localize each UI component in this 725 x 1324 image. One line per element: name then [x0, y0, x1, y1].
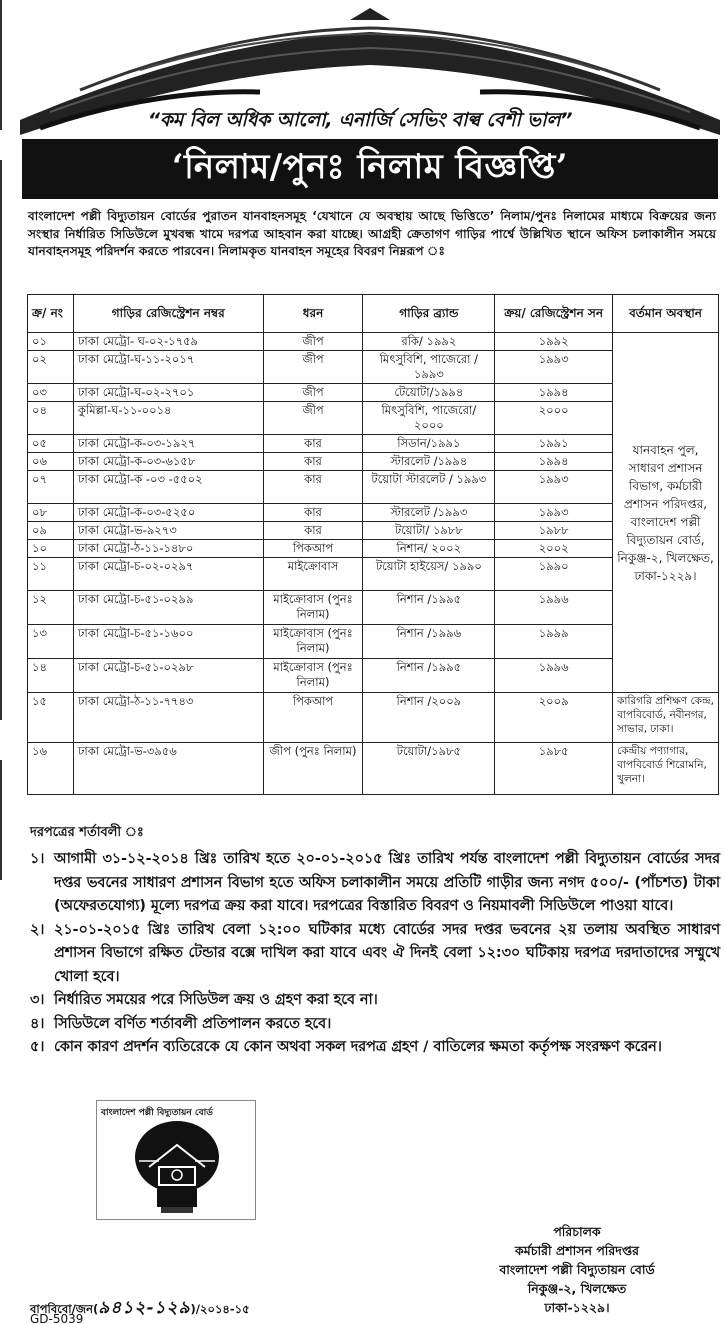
cell-serial: ০৭	[28, 471, 74, 504]
cell-type: মাইক্রোবাস (পুনঃ নিলাম)	[263, 659, 363, 693]
cell-brand: সিডান/১৯৯১	[363, 435, 495, 453]
cell-registration: ঢাকা মেট্রো- ঘ-০২-১৭৫৯	[73, 333, 263, 351]
logo-label: বাংলাদেশ পল্লী বিদ্যুতায়ন বোর্ড	[101, 1108, 213, 1118]
cell-brand: টেয়োটা/১৯৯৪	[363, 384, 495, 402]
term-number: ৫।	[30, 1039, 45, 1055]
cell-registration: ঢাকা মেট্রো-ঘ-০২-২৭০১	[73, 384, 263, 402]
terms-title: দরপত্রের শর্তাবলী ঃ	[30, 825, 144, 840]
vehicle-table	[27, 294, 719, 795]
table-row	[28, 333, 719, 351]
cell-registration: ঢাকা মেট্রো-ক -০৩ -৫৫০২	[73, 471, 263, 504]
cell-registration: ঢাকা মেট্রো-ভ-৯২৭৩	[73, 522, 263, 540]
cell-year: ১৯৯২	[495, 333, 613, 351]
term-item	[30, 1036, 720, 1060]
term-item	[30, 919, 720, 990]
cell-brand: স্টারলেট /১৯৯৩	[363, 504, 495, 522]
term-number: ৩।	[30, 992, 45, 1008]
cell-type: জীপ	[263, 333, 363, 351]
cell-type: মাইক্রোবাস (পুনঃ নিলাম)	[263, 591, 363, 625]
cell-brand: টয়োটা/১৯৮৫	[363, 743, 495, 795]
term-text: নির্ধারিত সময়ের পরে সিডিউল ক্রয় ও গ্রহণ করা হবে না।	[54, 992, 378, 1008]
cell-type: কার	[263, 453, 363, 471]
term-item	[30, 1013, 720, 1037]
signatory-address: নিকুঞ্জ-২, খিলক্ষেত	[527, 1281, 627, 1296]
cell-year: ১৯৯৪	[495, 384, 613, 402]
cell-registration: ঢাকা মেট্রো-চ-৫১-০২৯৮	[73, 659, 263, 693]
cell-brand: নিশান /১৯৯৫	[363, 591, 495, 625]
cell-year: ২০০২	[495, 540, 613, 558]
cell-serial: ১১	[28, 558, 74, 591]
cell-registration: ঢাকা মেট্রো-চ-৫১-১৬০০	[73, 625, 263, 659]
cell-year: ১৯৯৪	[495, 453, 613, 471]
cell-registration: ঢাকা মেট্রো-ক-০৩-১৯২৭	[73, 435, 263, 453]
cell-type: কার	[263, 435, 363, 453]
cell-brand: টয়োটা হাইয়েস/ ১৯৯০	[363, 558, 495, 591]
term-item	[30, 989, 720, 1013]
bulb-icon	[119, 1117, 235, 1217]
cell-brand: রকি/ ১৯৯২	[363, 333, 495, 351]
cell-brand: স্টারলেট /১৯৯৪	[363, 453, 495, 471]
cell-brand: টয়োটা/ ১৯৮৮	[363, 522, 495, 540]
cell-brand: মিৎসুবিশি, পাজেরো / ১৯৯৩	[363, 351, 495, 384]
term-text: সিডিউলে বর্ণিত শর্তাবলী প্রতিপালন করতে হবে।	[54, 1015, 332, 1032]
cell-serial: ১৪	[28, 659, 74, 693]
term-text: আগামী ৩১-১২-২০১৪ খ্রিঃ তারিখ হতে ২০-০১-২০১৫ খ্রিঃ তারিখ পর্যন্ত বাংলাদেশ পল্লী বিদ্যুতায়ন বোর্ডের সদর দপ্তর ভবনের সাধারণ প্রশাসন বিভাগ হতে অফিস চলাকালীন সময়ে প্রতিটি গাড়ীর জন্য নগদ ৫০০/- (পাঁচশত) টাকা (অফেরতযোগ্য) মূল্যে দরপত্র ক্রয় করা যাবে। দরপত্রের বিস্তারিত বিবরণ ও নিয়মাবলী সিডিউলে পাওয়া যাবে।	[54, 851, 720, 914]
terms-section	[30, 823, 720, 1060]
header-brand: গাড়ির ব্র্যান্ড	[363, 295, 495, 333]
cell-type: জীপ	[263, 351, 363, 384]
cell-year: ১৯৯১	[495, 435, 613, 453]
page-left-edge	[0, 0, 8, 1324]
cell-type: জীপ	[263, 402, 363, 435]
cell-brand: নিশান /১৯৯৫	[363, 659, 495, 693]
cell-type: কার	[263, 471, 363, 504]
signatory-department: কর্মচারী প্রশাসন পরিদপ্তর	[515, 1243, 639, 1258]
cell-year: ২০০০	[495, 402, 613, 435]
cell-serial: ০৫	[28, 435, 74, 453]
cell-type: পিকআপ	[263, 693, 363, 743]
cell-type: কার	[263, 522, 363, 540]
cell-registration: কুমিল্লা-ঘ-১১-০০১৪	[73, 402, 263, 435]
cell-serial: ০৮	[28, 504, 74, 522]
cell-registration: ঢাকা মেট্রো-ক-০৩-৫২৫০	[73, 504, 263, 522]
cell-year: ১৯৮৮	[495, 522, 613, 540]
cell-year: ১৯৯৬	[495, 659, 613, 693]
cell-serial: ১৩	[28, 625, 74, 659]
header-year: ক্রয়/ রেজিস্ট্রেশন সন	[495, 295, 613, 333]
cell-status-vehicle-pool: যানবাহন পুল, সাধারণ প্রশাসন বিভাগ, কর্মচারী প্রশাসন পরিদপ্তর, বাংলাদেশ পল্লী বিদ্যুতায়ন বোর্ড, নিকুঞ্জ-২, খিলক্ষেত, ঢাকা-১২২৯।	[613, 333, 719, 693]
cell-type: মাইক্রোবাস (পুনঃ নিলাম)	[263, 625, 363, 659]
term-number: ২।	[30, 921, 45, 938]
cell-serial: ১২	[28, 591, 74, 625]
cell-year: ১৯৯৯	[495, 625, 613, 659]
breb-logo	[96, 1100, 256, 1220]
cell-type: জীপ	[263, 384, 363, 402]
cell-brand: টয়োটা স্টারলেট / ১৯৯৩	[363, 471, 495, 504]
cell-brand: নিশান /২০০৯	[363, 693, 495, 743]
cell-status-central-store: কেন্দ্রীয় পণ্যাগার, বাপবিবোর্ড শিরোমনি, খুলনা।	[613, 743, 719, 795]
cell-registration: ঢাকা মেট্রো-ঠ-১১-৭৭৪৩	[73, 693, 263, 743]
term-number: ৪।	[30, 1015, 45, 1032]
cell-serial: ০২	[28, 351, 74, 384]
memo-prefix: বাপবিবো/জন(	[30, 1302, 99, 1316]
cell-year: ১৯৯৩	[495, 471, 613, 504]
cell-year: ১৯৮৫	[495, 743, 613, 795]
cell-serial: ০১	[28, 333, 74, 351]
cell-serial: ১৬	[28, 743, 74, 795]
terms-list	[30, 848, 720, 1060]
signatory-title: পরিচালক	[553, 1224, 601, 1239]
cell-serial: ০৯	[28, 522, 74, 540]
term-text: কোন কারণ প্রদর্শন ব্যতিরেকে যে কোন অথবা সকল দরপত্র গ্রহণ / বাতিলের ক্ষমতা কর্তৃপক্ষ সংরক্ষণ করেন।	[54, 1039, 662, 1055]
table-row	[28, 693, 719, 743]
cell-registration: ঢাকা মেট্রো-চ-৫১-০২৯৯	[73, 591, 263, 625]
cell-serial: ০৬	[28, 453, 74, 471]
cell-year: ১৯৯০	[495, 558, 613, 591]
cell-year: ২০০৯	[495, 693, 613, 743]
signatory-city: ঢাকা-১২২৯।	[544, 1300, 610, 1315]
notice-title: ‘নিলাম/পুনঃ নিলাম বিজ্ঞপ্তি’	[171, 146, 569, 187]
header-status: বর্তমান অবস্থান	[613, 295, 719, 333]
table-row	[28, 743, 719, 795]
cell-serial: ১০	[28, 540, 74, 558]
footer-code: GD-5039	[30, 1312, 84, 1324]
cell-year: ১৯৯৩	[495, 504, 613, 522]
cell-type: পিকআপ	[263, 540, 363, 558]
cell-registration: ঢাকা মেট্রো-ভ-৩৯৫৬	[73, 743, 263, 795]
cell-year: ১৯৯৬	[495, 591, 613, 625]
intro-paragraph: বাংলাদেশ পল্লী বিদ্যুতায়ন বোর্ডের পুরাতন যানবাহনসমূহ ‘যেখানে যে অবস্থায় আছে ভিত্তিতে’ নিলাম/পুনঃ নিলামের মাধ্যমে বিক্রয়ের জন্য সংস্থার নির্ধারিত সিডিউলে মুখবন্ধ খামে দরপত্র আহবান করা যাচ্ছে। আগ্রহী ক্রেতাগণ গাড়ির পার্শ্বে উল্লিখিত স্থানে অফিস চলাকালীন সময়ে যানবাহনসমূহ পরিদর্শন করতে পারবেন। নিলামকৃত যানবাহন সমূহের বিবরণ নিম্নরূপ ঃ	[28, 209, 716, 258]
term-number: ১।	[30, 851, 45, 867]
header-serial: ক্র/ নং	[28, 295, 74, 333]
title-bar	[22, 139, 718, 199]
slogan: “কম বিল অধিক আলো, এনার্জি সেভিং বাল্ব বেশী ভাল”	[147, 109, 573, 131]
cell-serial: ১৫	[28, 693, 74, 743]
table-header-row	[28, 295, 719, 333]
cell-status-training-center: কারিগরি প্রশিক্ষণ কেন্দ্র, বাপবিবোর্ড, নবীনগর, সাভার, ঢাকা।	[613, 693, 719, 743]
header-type: ধরন	[263, 295, 363, 333]
cell-registration: ঢাকা মেট্রো-ঘ-১১-২০১৭	[73, 351, 263, 384]
cell-type: জীপ (পুনঃ নিলাম)	[263, 743, 363, 795]
signature-block	[452, 1222, 702, 1317]
cell-type: মাইক্রোবাস	[263, 558, 363, 591]
term-text: ২১-০১-২০১৫ খ্রিঃ তারিখ বেলা ১২:০০ ঘটিকার মধ্যে বোর্ডের সদর দপ্তর ভবনের ২য় তলায় অবস্থিত সাধারণ প্রশাসন বিভাগে রক্ষিত টেন্ডার বক্সে দাখিল করা যাবে এবং ঐ দিনই বেলা ১২:৩০ ঘটিকায় দরপত্র দরদাতাদের সম্মুখে খোলা হবে।	[54, 921, 720, 985]
cell-serial: ০৪	[28, 402, 74, 435]
cell-brand: নিশান/ ২০০২	[363, 540, 495, 558]
cell-registration: ঢাকা মেট্রো-ক-০৩-৬১৫৮	[73, 453, 263, 471]
cell-year: ১৯৯৩	[495, 351, 613, 384]
cell-registration: ঢাকা মেট্রো-ঠ-১১-১৪৮০	[73, 540, 263, 558]
cell-type: কার	[263, 504, 363, 522]
cell-brand: মিৎসুবিশি, পাজেরো/ ২০০০	[363, 402, 495, 435]
memo-handwritten: ৯৪১২-১২৯	[98, 1298, 191, 1318]
cell-brand: নিশান /১৯৯৬	[363, 625, 495, 659]
memo-suffix: )/২০১৪-১৫	[190, 1302, 250, 1316]
term-item	[30, 848, 720, 919]
cell-serial: ০৩	[28, 384, 74, 402]
signatory-organization: বাংলাদেশ পল্লী বিদ্যুতায়ন বোর্ড	[499, 1262, 655, 1277]
header-registration: গাড়ির রেজিস্ট্রেশন নম্বর	[73, 295, 263, 333]
cell-registration: ঢাকা মেট্রো-চ-০২-০২৯৭	[73, 558, 263, 591]
